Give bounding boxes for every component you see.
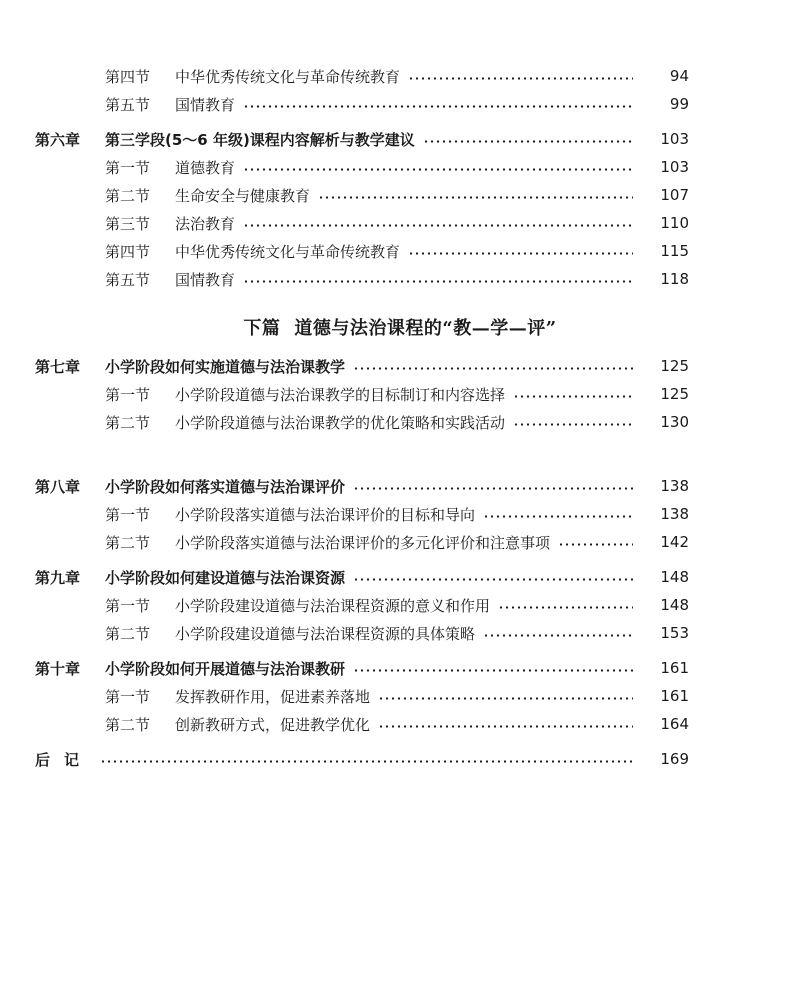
dot-leader [378,725,633,728]
toc-entry-title: 小学阶段道德与法治课教学的优化策略和实践活动 [175,413,506,432]
toc-entry-title: 小学阶段落实道德与法治课评价的目标和导向 [175,505,476,524]
toc-section-entry[interactable] [0,712,800,736]
dot-leader [498,606,633,609]
toc-entry-number: 第二节 [105,715,151,734]
toc-entry-title: 小学阶段如何建设道德与法治课资源 [105,568,346,587]
toc-entry-title: 发挥教研作用，促进素养落地 [175,687,371,706]
toc-entry-title: 小学阶段建设道德与法治课程资源的意义和作用 [175,596,491,615]
dot-leader [353,578,633,581]
toc-page-number: 153 [660,624,689,642]
toc-page-number: 110 [660,214,689,232]
dot-leader [408,252,633,255]
toc-entry-number: 第十章 [35,659,81,678]
toc-postscript-entry[interactable] [0,747,800,771]
toc-entry-number: 第八章 [35,477,81,496]
toc-entry-number: 第五节 [105,95,151,114]
toc-section-entry[interactable] [0,410,800,434]
toc-page-number: 161 [660,659,689,677]
dot-leader [483,634,633,637]
toc-entry-title: 小学阶段建设道德与法治课程资源的具体策略 [175,624,476,643]
dot-leader [243,280,633,283]
toc-page-number: 138 [660,477,689,495]
toc-entry-number: 后记 [35,750,94,769]
toc-page-number: 138 [660,505,689,523]
toc-page-number: 115 [660,242,689,260]
dot-leader [378,697,633,700]
toc-entry-number: 第二节 [105,624,151,643]
toc-section-entry[interactable] [0,211,800,235]
toc-entry-title: 小学阶段如何实施道德与法治课教学 [105,357,346,376]
toc-page-number: 103 [660,130,689,148]
part-label: 下篇 [243,318,281,339]
part-heading [0,314,800,342]
toc-section-entry[interactable] [0,530,800,554]
toc-chapter-entry[interactable] [0,354,800,378]
toc-page-number: 125 [660,357,689,375]
toc-entry-number: 第三节 [105,214,151,233]
dot-leader [513,395,633,398]
toc-entry-title: 创新教研方式，促进教学优化 [175,715,371,734]
toc-entry-number: 第五节 [105,270,151,289]
toc-page-number: 169 [660,750,689,768]
toc-section-entry[interactable] [0,267,800,291]
dot-leader [408,77,633,80]
dot-leader [318,196,633,199]
toc-entry-number: 第七章 [35,357,81,376]
dot-leader [353,367,633,370]
toc-page-number: 107 [660,186,689,204]
toc-page-number: 125 [660,385,689,403]
toc-page-number: 99 [669,95,689,113]
dot-leader [243,105,633,108]
toc-section-entry[interactable] [0,183,800,207]
toc-page-number: 164 [660,715,689,733]
toc-entry-number: 第二节 [105,413,151,432]
dot-leader [243,224,633,227]
toc-chapter-entry[interactable] [0,474,800,498]
toc-entry-title: 道德教育 [175,158,236,177]
toc-section-entry[interactable] [0,382,800,406]
toc-entry-title: 小学阶段落实道德与法治课评价的多元化评价和注意事项 [175,533,551,552]
toc-section-entry[interactable] [0,684,800,708]
toc-chapter-entry[interactable] [0,565,800,589]
dot-leader [423,140,633,143]
toc-chapter-entry[interactable] [0,656,800,680]
toc-page-number: 148 [660,568,689,586]
toc-chapter-entry[interactable] [0,127,800,151]
toc-section-entry[interactable] [0,593,800,617]
toc-entry-title: 小学阶段如何开展道德与法治课教研 [105,659,346,678]
toc-page-number: 142 [660,533,689,551]
toc-entry-number: 第二节 [105,186,151,205]
toc-entry-title: 国情教育 [175,95,236,114]
toc-entry-number: 第四节 [105,67,151,86]
toc-entry-title: 国情教育 [175,270,236,289]
toc-section-entry[interactable] [0,155,800,179]
dot-leader [513,423,633,426]
dot-leader [353,487,633,490]
toc-page-number: 130 [660,413,689,431]
toc-entry-title: 小学阶段道德与法治课教学的目标制订和内容选择 [175,385,506,404]
toc-section-entry[interactable] [0,64,800,88]
toc-page-number: 94 [669,67,689,85]
toc-section-entry[interactable] [0,621,800,645]
toc-entry-title: 法治教育 [175,214,236,233]
dot-leader [558,543,633,546]
toc-entry-number: 第九章 [35,568,81,587]
toc-entry-title: 中华优秀传统文化与革命传统教育 [175,67,401,86]
toc-entry-title: 小学阶段如何落实道德与法治课评价 [105,477,346,496]
toc-section-entry[interactable] [0,239,800,263]
toc-page-number: 103 [660,158,689,176]
toc-entry-number: 第四节 [105,242,151,261]
toc-entry-number: 第一节 [105,596,151,615]
toc-entry-number: 第一节 [105,505,151,524]
toc-entry-title: 中华优秀传统文化与革命传统教育 [175,242,401,261]
toc-page-number: 118 [660,270,689,288]
dot-leader [100,760,633,763]
dot-leader [353,669,633,672]
dot-leader [483,515,633,518]
toc-entry-number: 第一节 [105,385,151,404]
toc-section-entry[interactable] [0,502,800,526]
toc-page-number: 148 [660,596,689,614]
toc-entry-number: 第六章 [35,130,81,149]
dot-leader [243,168,633,171]
toc-entry-number: 第二节 [105,533,151,552]
toc-entry-title: 生命安全与健康教育 [175,186,311,205]
toc-section-entry[interactable] [0,92,800,116]
toc-page-number: 161 [660,687,689,705]
toc-entry-title: 第三学段(5～6 年级)课程内容解析与教学建议 [105,130,415,149]
toc-entry-number: 第一节 [105,687,151,706]
toc-entry-number: 第一节 [105,158,151,177]
part-title: 道德与法治课程的“教—学—评” [294,318,557,339]
